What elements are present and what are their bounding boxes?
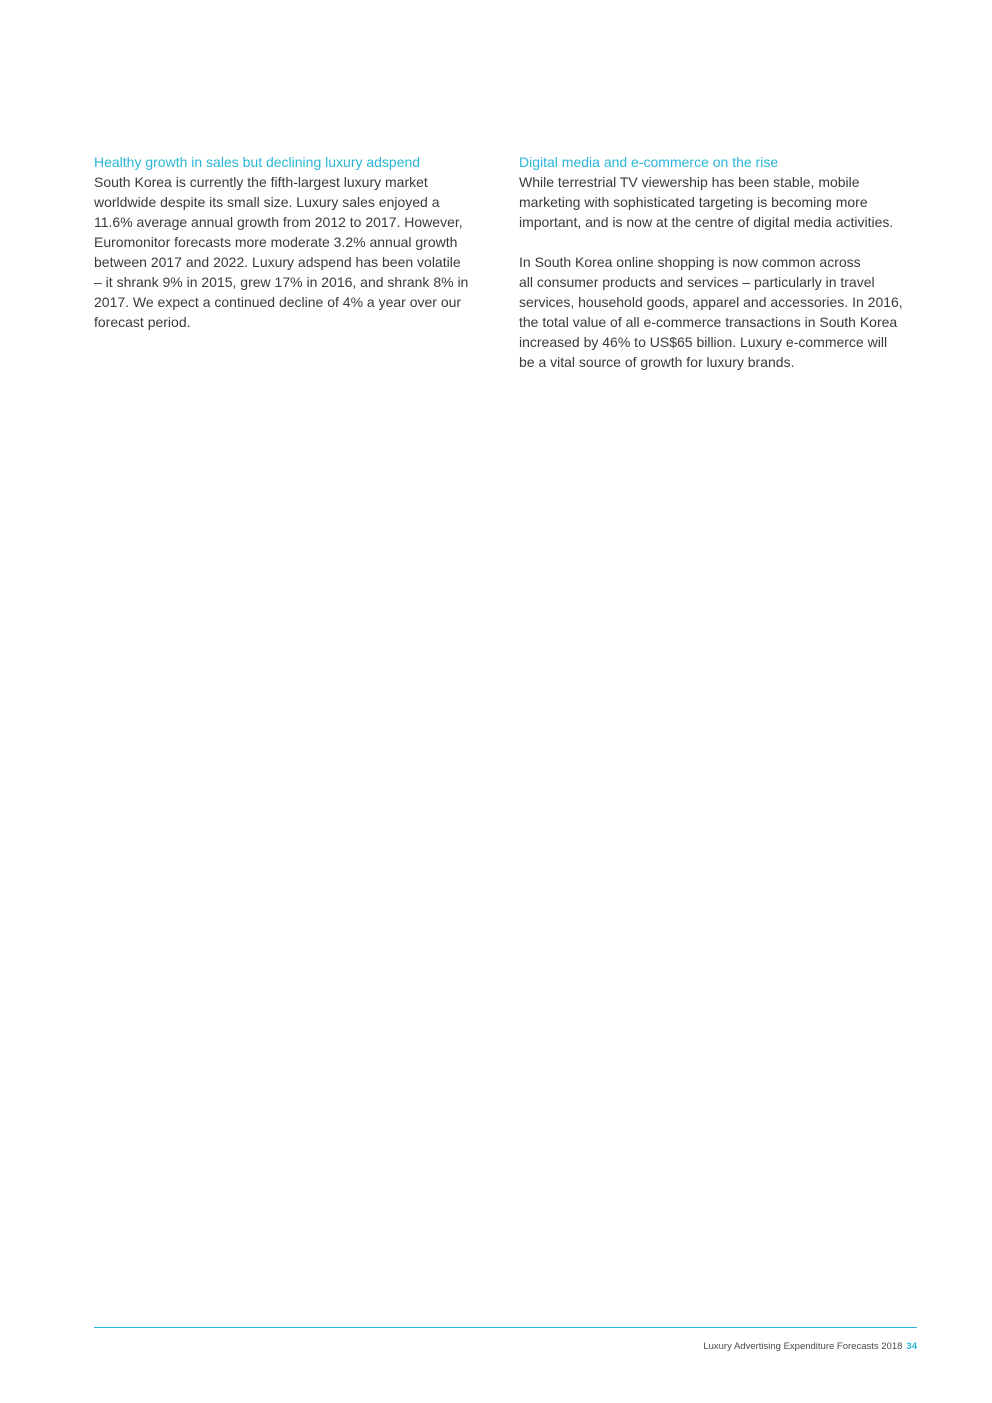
right-column (519, 152, 919, 372)
text-line: increased by 46% to US$65 billion. Luxury e-commerce will (519, 334, 888, 350)
text-line: services, household goods, apparel and accessories. In 2016, (519, 294, 903, 310)
text-line: important, and is now at the centre of digital media activities. (519, 214, 894, 230)
text-line: marketing with sophisticated targeting is becoming more (519, 194, 868, 210)
text-line: between 2017 and 2022. Luxury adspend has been volatile (94, 254, 461, 270)
footer-divider (94, 1327, 917, 1328)
text-line: 2017. We expect a continued decline of 4% a year over our (94, 294, 462, 310)
text-line: In South Korea online shopping is now common across (519, 254, 861, 270)
text-line: While terrestrial TV viewership has been stable, mobile (519, 174, 860, 190)
page-footer (703, 1340, 917, 1354)
footer-title: Luxury Advertising Expenditure Forecasts 2018 (703, 1341, 903, 1352)
page-number: 34 (906, 1341, 917, 1352)
text-line: all consumer products and services – particularly in travel (519, 274, 875, 290)
left-section-heading: Healthy growth in sales but declining luxury adspend (94, 154, 421, 170)
left-section-paragraph (94, 172, 482, 332)
text-line: – it shrank 9% in 2015, grew 17% in 2016, and shrank 8% in (94, 274, 469, 290)
text-line: forecast period. (94, 314, 191, 330)
text-line: Euromonitor forecasts more moderate 3.2% annual growth (94, 234, 458, 250)
text-line: the total value of all e-commerce transactions in South Korea (519, 314, 898, 330)
text-line: worldwide despite its small size. Luxury sales enjoyed a (94, 194, 440, 210)
right-section-paragraph-2 (519, 252, 919, 372)
text-line: South Korea is currently the fifth-largest luxury market (94, 174, 428, 190)
text-line: 11.6% average annual growth from 2012 to 2017. However, (94, 214, 463, 230)
left-column (94, 152, 482, 332)
text-line: be a vital source of growth for luxury brands. (519, 354, 795, 370)
right-section-heading: Digital media and e-commerce on the rise (519, 154, 779, 170)
right-section-paragraph-1 (519, 172, 919, 232)
